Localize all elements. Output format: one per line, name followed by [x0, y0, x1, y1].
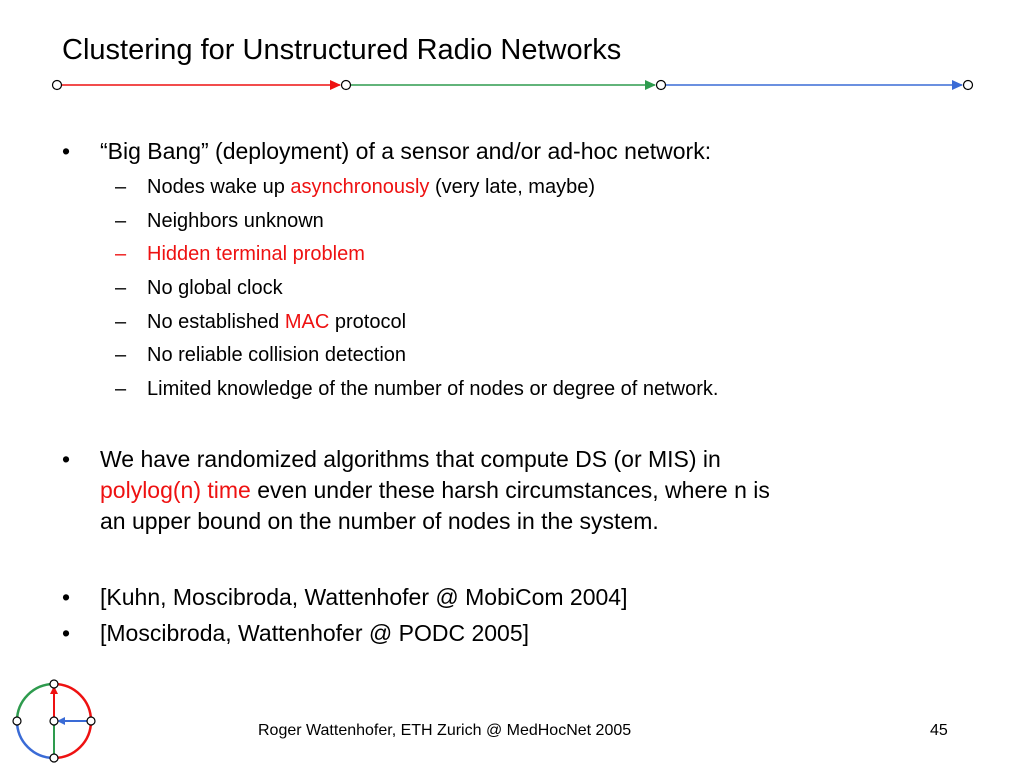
bullet-text: “Big Bang” (deployment) of a sensor and/or ad-hoc network: [100, 138, 712, 164]
bullet-text-post: even under these harsh circumstances, where n is [250, 477, 770, 503]
bullet-marker: • [62, 584, 71, 610]
dash-marker: – [115, 176, 127, 198]
dash-marker: – [115, 344, 127, 366]
bullet-text: [Moscibroda, Wattenhofer @ PODC 2005] [100, 620, 530, 646]
subitem-highlight: MAC [284, 311, 330, 333]
bullet-line: We have randomized algorithms that compute DS (or MIS) in [100, 446, 721, 472]
dash-marker: – [115, 311, 127, 333]
bullet-marker: • [62, 138, 71, 164]
footer-text: Roger Wattenhofer, ETH Zurich @ MedHocNet 2005 [258, 722, 632, 739]
bullet-line [100, 475, 950, 506]
bullet-text: [Kuhn, Moscibroda, Wattenhofer @ MobiCom 2004] [100, 584, 628, 610]
subitem-text-pre: Limited knowledge of the number of nodes or degree of network. [147, 378, 719, 400]
subitem-hidden-terminal [115, 240, 365, 268]
green-arrowhead [645, 80, 656, 90]
page-number: 45 [930, 722, 948, 739]
bullet-big-bang [62, 136, 950, 167]
bullet-citation-podc [62, 618, 950, 649]
subitem-text-pre: Neighbors unknown [147, 210, 324, 232]
logo-node [87, 717, 95, 725]
bullet-marker: • [62, 446, 71, 472]
logo-arc-red-bottom [54, 721, 91, 758]
slide-title: Clustering for Unstructured Radio Networks [62, 34, 622, 66]
logo-arc-red [54, 684, 91, 721]
eth-network-logo [10, 677, 100, 767]
logo-node [13, 717, 21, 725]
logo-node [50, 717, 58, 725]
logo-node [50, 754, 58, 762]
node-circle [53, 81, 62, 90]
subitem-text-pre: No global clock [147, 277, 283, 299]
node-circle [964, 81, 973, 90]
subitem-no-mac [115, 308, 407, 336]
bullet-line: an upper bound on the number of nodes in the system. [100, 508, 659, 534]
node-circle [657, 81, 666, 90]
logo-arc-green [17, 684, 54, 721]
subitem-highlight: Hidden terminal problem [147, 243, 365, 265]
dash-marker: – [115, 210, 127, 232]
subitem-nodes-wake-up [115, 173, 595, 201]
dash-marker: – [115, 378, 127, 400]
subitem-highlight: asynchronously [290, 176, 430, 198]
logo-node [50, 680, 58, 688]
blue-arrowhead [952, 80, 963, 90]
logo-arc-blue [17, 721, 54, 758]
title-underline-graphic [0, 0, 1024, 100]
subitem-no-global-clock [115, 274, 283, 302]
subitem-text-pre: No reliable collision detection [147, 344, 407, 366]
bullet-randomized-algorithms [62, 444, 950, 537]
subitem-no-collision-detection [115, 341, 407, 369]
subitem-text-post: protocol [329, 311, 407, 333]
red-arrowhead [330, 80, 341, 90]
subitem-neighbors-unknown [115, 207, 324, 235]
subitem-text-pre: Nodes wake up [147, 176, 291, 198]
subitem-text-pre: No established [147, 311, 285, 333]
bullet-highlight: polylog(n) time [100, 477, 251, 503]
dash-marker: – [115, 243, 127, 265]
subitem-text-post: (very late, maybe) [429, 176, 595, 198]
node-circle [342, 81, 351, 90]
dash-marker: – [115, 277, 127, 299]
subitem-limited-knowledge [115, 375, 719, 403]
bullet-citation-mobicom [62, 582, 950, 613]
bullet-marker: • [62, 620, 71, 646]
